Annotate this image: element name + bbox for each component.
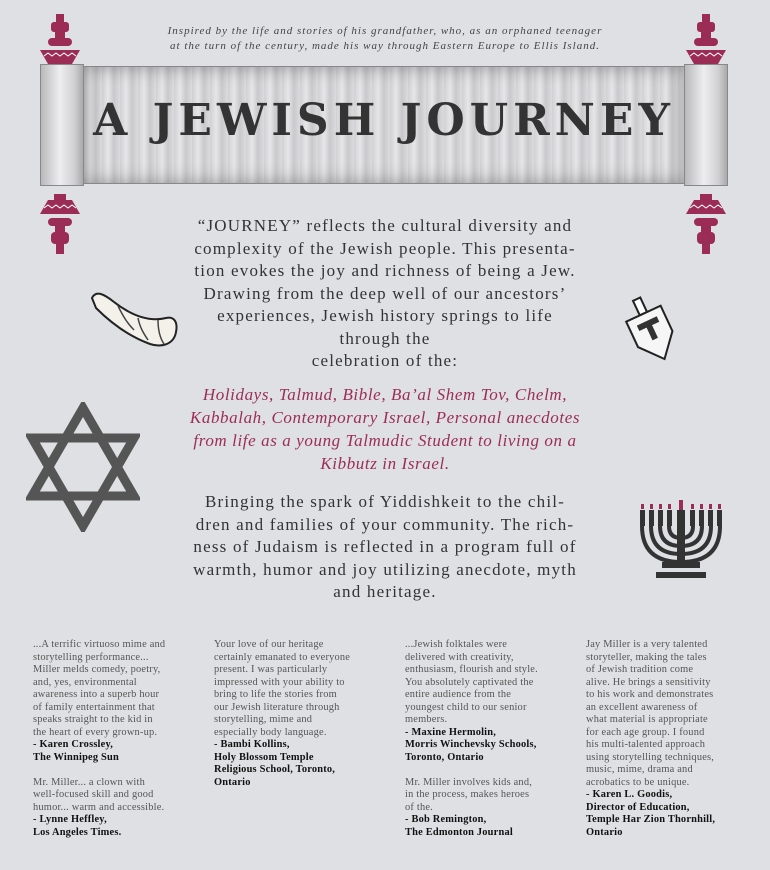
spacer bbox=[33, 764, 165, 777]
testimonial-attribution: Morris Winchevsky Schools, bbox=[405, 739, 537, 750]
intro-paragraph bbox=[150, 215, 620, 373]
closing-line: warmth, humor and joy utilizing anecdote, myth bbox=[193, 559, 577, 579]
testimonial-quote: Mr. Miller involves kids and, bbox=[405, 776, 533, 788]
testimonial-attribution: - Maxine Hermolin, bbox=[405, 726, 497, 738]
testimonial-attribution: Director of Education, bbox=[586, 801, 690, 813]
closing-line: and heritage. bbox=[333, 582, 437, 601]
testimonial-quote: You absolutely captivated the bbox=[405, 676, 534, 688]
intro-line: experiences, Jewish history springs to life bbox=[217, 306, 553, 325]
testimonial-attribution: Toronto, Ontario bbox=[405, 751, 484, 763]
testimonial-attribution: - Karen Crossley, bbox=[33, 739, 114, 750]
testimonial-quote: ...A terrific virtuoso mime and bbox=[33, 639, 166, 650]
testimonial-quote: an excellent awareness of bbox=[586, 701, 698, 713]
testimonial-quote: Jay Miller is a very talented bbox=[586, 639, 708, 650]
testimonial-quote: storytelling performance... bbox=[33, 651, 149, 663]
menorah-icon bbox=[634, 496, 728, 584]
testimonial-column-1 bbox=[33, 639, 165, 839]
topics-line: Holidays, Talmud, Bible, Ba’al Shem Tov, Chelm, bbox=[202, 385, 568, 404]
testimonial-attribution: Ontario bbox=[586, 826, 623, 838]
testimonial-attribution: Holy Blossom Temple bbox=[214, 751, 314, 763]
star-of-david-icon bbox=[26, 402, 140, 532]
testimonial-attribution: - Bambi Kollins, bbox=[214, 739, 290, 750]
testimonial-attribution: Ontario bbox=[214, 776, 251, 788]
testimonial-quote: especially body language. bbox=[214, 726, 327, 738]
scroll-sheet bbox=[84, 66, 684, 184]
testimonial-attribution: - Karen L. Goodis, bbox=[586, 789, 673, 800]
testimonial-quote: present. I was particularly bbox=[214, 664, 328, 675]
testimonial-quote: storyteller, making the tales bbox=[586, 651, 707, 663]
testimonial-quote: for each age group. I found bbox=[586, 726, 705, 738]
testimonial-quote: awareness into a superb hour bbox=[33, 689, 160, 700]
tagline-line: Inspired by the life and stories of his grandfather, who, as an orphaned teenager bbox=[167, 25, 603, 37]
testimonial-attribution: Los Angeles Times. bbox=[33, 826, 122, 838]
topics-line: from life as a young Talmudic Student to living on a bbox=[193, 431, 577, 450]
testimonial-quote: ...Jewish folktales were bbox=[405, 639, 508, 650]
testimonial-quote: bring to life the stories from bbox=[214, 689, 337, 700]
testimonial-quote: Miller melds comedy, poetry, bbox=[33, 664, 161, 675]
testimonial-quote: alive. He brings a sensitivity bbox=[586, 676, 711, 688]
topics-line: Kabbalah, Contemporary Israel, Personal anecdotes bbox=[189, 408, 581, 427]
closing-line: dren and families of your community. The rich- bbox=[195, 514, 575, 534]
testimonial-quote: what material is appropriate bbox=[586, 714, 708, 725]
testimonial-quote: the heart of every grown-up. bbox=[33, 726, 158, 738]
closing-paragraph bbox=[150, 491, 620, 604]
testimonial-quote: Your love of our heritage bbox=[214, 639, 324, 650]
testimonial-attribution: Temple Har Zion Thornhill, bbox=[586, 814, 716, 825]
spacer bbox=[405, 764, 538, 777]
testimonial-column-2 bbox=[214, 639, 350, 789]
testimonial-quote: music, mime, drama and bbox=[586, 764, 693, 775]
testimonial-attribution: Religious School, Toronto, bbox=[214, 764, 336, 775]
closing-line: ness of Judaism is reflected in a program full of bbox=[193, 537, 577, 556]
testimonial-column-3 bbox=[405, 639, 538, 839]
testimonial-quote: and, yes, environmental bbox=[33, 676, 137, 688]
scroll-roll-left bbox=[40, 64, 84, 186]
testimonial-attribution: - Lynne Heffley, bbox=[33, 814, 107, 825]
testimonial-column-4 bbox=[586, 639, 715, 839]
intro-line: complexity of the Jewish people. This presenta- bbox=[194, 238, 576, 258]
testimonial-attribution: The Winnipeg Sun bbox=[33, 751, 119, 763]
testimonial-quote: in the process, makes heroes bbox=[405, 789, 530, 800]
tagline bbox=[0, 24, 770, 54]
testimonial-quote: of the. bbox=[405, 801, 433, 813]
testimonial-quote: speaks straight to the kid in bbox=[33, 714, 153, 725]
testimonial-quote: certainly emanated to everyone bbox=[214, 651, 351, 663]
topics-line: Kibbutz in Israel. bbox=[320, 454, 450, 473]
testimonial-quote: of family entertainment that bbox=[33, 701, 155, 713]
intro-line: tion evokes the joy and richness of being a Jew. bbox=[194, 261, 576, 280]
scroll-roll-right bbox=[684, 64, 728, 186]
shofar-icon bbox=[88, 288, 180, 352]
testimonial-attribution: - Bob Remington, bbox=[405, 814, 487, 825]
title-scroll-banner bbox=[40, 64, 728, 186]
testimonial-attribution: The Edmonton Journal bbox=[405, 826, 513, 838]
testimonial-quote: entire audience from the bbox=[405, 689, 512, 700]
testimonial-quote: well-focused skill and good bbox=[33, 789, 154, 800]
testimonial-quote: enthusiasm, flourish and style. bbox=[405, 664, 538, 675]
intro-line: celebration of the: bbox=[311, 351, 459, 370]
dreidel-icon bbox=[620, 292, 682, 368]
testimonial-quote: youngest child to our senior bbox=[405, 701, 527, 713]
tagline-line: at the turn of the century, made his way through Eastern Europe to Ellis Island. bbox=[170, 40, 600, 52]
intro-line: Drawing from the deep well of our ancestors’ bbox=[203, 283, 567, 303]
testimonial-quote: acrobatics to be unique. bbox=[586, 776, 690, 788]
testimonial-quote: members. bbox=[405, 714, 448, 725]
testimonial-quote: using storytelling techniques, bbox=[586, 751, 715, 763]
testimonial-quote: storytelling, mime and bbox=[214, 714, 313, 725]
testimonial-quote: of Jewish tradition come bbox=[586, 664, 694, 675]
testimonial-quote: delivered with creativity, bbox=[405, 651, 514, 663]
topics-list bbox=[150, 383, 620, 475]
testimonial-quote: his multi-talented approach bbox=[586, 739, 706, 750]
testimonial-quote: humor... warm and accessible. bbox=[33, 801, 165, 813]
intro-line: through the bbox=[339, 328, 431, 348]
testimonial-quote: our Jewish literature through bbox=[214, 701, 340, 713]
testimonial-quote: to his work and demonstrates bbox=[586, 689, 714, 700]
testimonial-quote: Mr. Miller... a clown with bbox=[33, 776, 145, 788]
testimonial-quote: impressed with your ability to bbox=[214, 676, 345, 688]
page-title: A JEWISH JOURNEY bbox=[93, 95, 675, 146]
intro-line: “JOURNEY” reflects the cultural diversity and bbox=[197, 216, 573, 235]
closing-line: Bringing the spark of Yiddishkeit to the chil- bbox=[204, 492, 566, 511]
